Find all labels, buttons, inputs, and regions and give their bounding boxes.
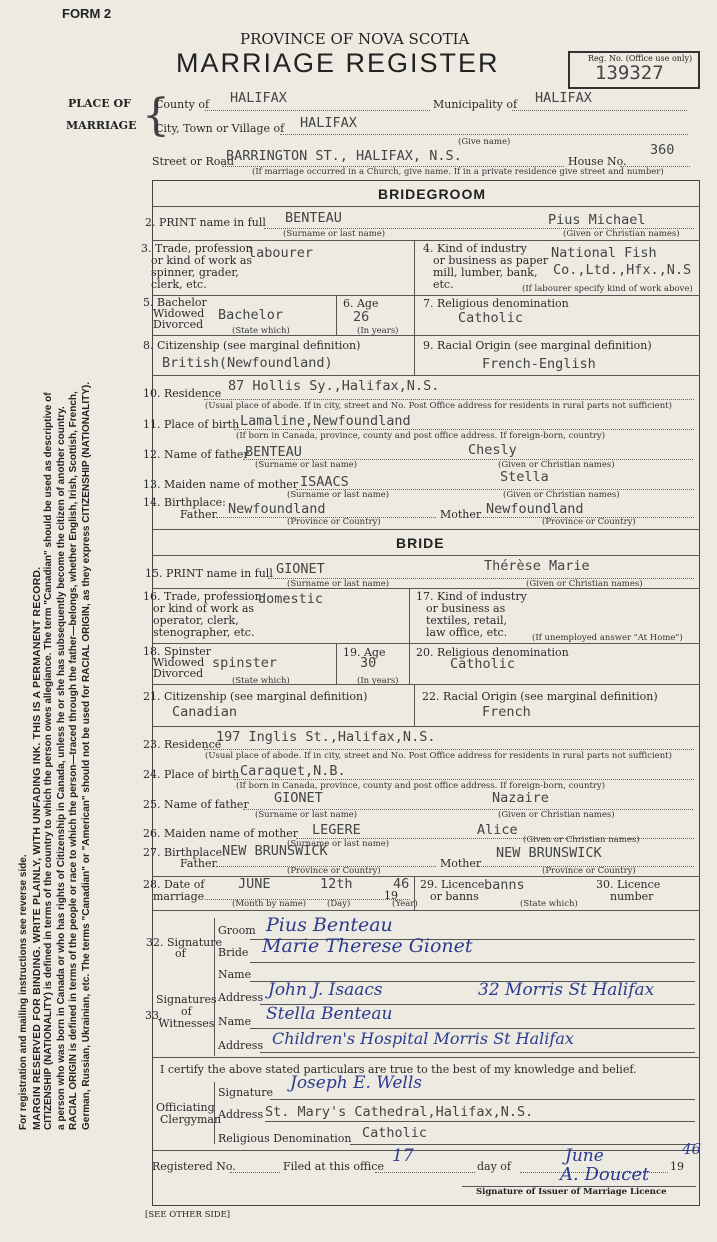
caption: (Province or Country) [287, 866, 381, 876]
status-label-block: 5. Bachelor Widowed Divorced [143, 296, 207, 331]
groom-industry-2: Co.,Ltd.,Hfx.,N.S [553, 262, 692, 278]
caption: (If born in Canada, province, county and post office address. If foreign-born, country) [236, 781, 606, 791]
caption: (In years) [357, 326, 399, 336]
caption: (State which) [520, 899, 578, 909]
groom-trade: labourer [248, 245, 314, 261]
bridegroom-heading: BRIDEGROOM [378, 186, 486, 202]
groom-citizenship: British(Newfoundland) [162, 355, 333, 371]
clergyman-address: St. Mary's Cathedral,Halifax,N.S. [265, 1104, 534, 1120]
industry-label-block: 4. Kind of industry or business as paper mill, lumber, bank, etc. [423, 242, 549, 291]
caption: (Surname or last name) [283, 229, 386, 239]
caption: (Surname or last name) [287, 579, 390, 589]
groom-status: Bachelor [218, 307, 284, 323]
field-label: 11. Place of birth [143, 418, 240, 431]
caption: (Surname or last name) [287, 839, 390, 849]
groom-mother-surname: ISAACS [300, 474, 349, 490]
margin-line: a person who was born in Canada or who has rights of Citizenship in Canada, unless he or she has subsequently become the citizen of another country. [55, 406, 67, 1130]
field-label: 19. Age [343, 646, 386, 659]
city-value: HALIFAX [300, 115, 357, 131]
margin-line: CITIZENSHIP (NATIONALITY) is defined in terms of the country to which the person owes allegiance. The term "Canadian" should be used as descriptive of [43, 392, 54, 1130]
field-label: Address [218, 1039, 264, 1052]
bride-status: spinster [212, 655, 278, 671]
reg-no-value: 139327 [595, 62, 664, 84]
year-prefix: 19 [384, 889, 398, 902]
witness-2-address: Children's Hospital Morris St Halifax [272, 1029, 574, 1048]
caption: (If labourer specify kind of work above) [522, 284, 693, 294]
bride-age: 30 [360, 655, 377, 671]
field-label: Father [180, 857, 217, 870]
caption: (State which) [232, 676, 290, 686]
field-label: Groom [218, 924, 256, 937]
see-other-side: [SEE OTHER SIDE] [145, 1210, 231, 1220]
margin-instructions [18, 40, 123, 1130]
groom-given: Pius Michael [548, 212, 646, 228]
caption: (Province or Country) [542, 517, 636, 527]
certify-text: I certify the above stated particulars are true to the best of my knowledge and belief. [160, 1063, 637, 1076]
field-label: 20. Religious denomination [416, 646, 569, 659]
bride-mother-surname: LEGERE [312, 822, 361, 838]
status-label-block: 18. Spinster Widowed Divorced [143, 645, 212, 680]
margin-line: For registration and mailing instructions see reverse side. [18, 854, 29, 1130]
house-value: 360 [650, 142, 675, 158]
clergyman-religion: Catholic [362, 1125, 428, 1141]
caption: (Given or Christian names) [498, 810, 615, 820]
field-label: 21. Citizenship (see marginal definition) [143, 690, 368, 703]
field-label: 23. Residence [143, 738, 222, 751]
groom-signature: Pius Benteau [266, 914, 393, 936]
street-value: BARRINGTON ST., HALIFAX, N.S. [226, 148, 462, 164]
marriage-banns: banns [484, 877, 525, 893]
field-label: 14. Birthplace: [143, 496, 226, 509]
caption: (Province or Country) [542, 866, 636, 876]
brace: { [142, 90, 170, 141]
field-label: 24. Place of birth [143, 768, 240, 781]
groom-surname: BENTEAU [285, 210, 342, 226]
groom-father-surname: BENTEAU [245, 444, 302, 460]
field-label: Religious Denomination [218, 1132, 352, 1145]
bride-birthplace: Caraquet,N.B. [240, 763, 346, 779]
groom-mother-given: Stella [500, 469, 549, 485]
field-label: Signature [218, 1086, 274, 1099]
bride-surname: GIONET [276, 561, 325, 577]
field-label: 12. Name of father [143, 448, 249, 461]
date-label-block: 28. Date of marriage [143, 878, 205, 903]
bride-father-surname: GIONET [274, 790, 323, 806]
field-label: 13. Maiden name of mother [143, 478, 299, 491]
caption: (Given or Christian names) [523, 835, 640, 845]
field-label: 6. Age [343, 297, 379, 310]
caption: (Given or Christian names) [498, 460, 615, 470]
field-label: 32. Signature [146, 936, 223, 949]
bride-mother-birthplace: NEW BRUNSWICK [496, 845, 602, 861]
groom-father-given: Chesly [468, 442, 517, 458]
groom-racial: French-English [482, 356, 596, 372]
witness-1-address: 32 Morris St Halifax [478, 980, 655, 1000]
field-label: Mother [440, 508, 482, 521]
caption: (Surname or last name) [255, 810, 358, 820]
groom-father-birthplace: Newfoundland [228, 501, 326, 517]
municipality-label: Municipality of [433, 98, 518, 111]
licence-label-block: 30. Licence number [596, 878, 661, 903]
caption: (Surname or last name) [287, 490, 390, 500]
place-of-label: PLACE OF [68, 97, 131, 110]
caption: (Surname or last name) [255, 460, 358, 470]
caption: (Province or Country) [287, 517, 381, 527]
field-label: 19 [670, 1160, 684, 1173]
groom-birthplace: Lamaline,Newfoundland [240, 413, 411, 429]
caption: (Usual place of abode. If in city, street and No. Post Office address for residents in rural parts not sufficient) [205, 401, 672, 411]
caption: (Given or Christian names) [526, 579, 643, 589]
bride-religion: Catholic [450, 656, 516, 672]
caption: (Day) [327, 899, 351, 909]
field-label: Address [218, 991, 264, 1004]
banns-label-block: 29. Licence or banns [420, 878, 485, 903]
street-note: (If marriage occurred in a Church, give name. If in a private residence give street and number) [252, 167, 664, 177]
clergyman-label-block: Officiating Clergyman [156, 1101, 222, 1126]
bride-mother-given: Alice [477, 822, 518, 838]
field-label: 10. Residence [143, 387, 222, 400]
house-label: House No. [568, 155, 627, 168]
field-label: Name [218, 1015, 252, 1028]
field-label: 22. Racial Origin (see marginal definition) [422, 690, 658, 703]
bride-residence: 197 Inglis St.,Halifax,N.S. [216, 729, 436, 745]
caption: (If born in Canada, province, county and post office address. If foreign-born, country) [236, 431, 606, 441]
groom-religion: Catholic [458, 310, 524, 326]
field-label: Name [218, 968, 252, 981]
industry-label-block: 17. Kind of industry or business as textiles, retail, law office, etc. [416, 590, 527, 639]
groom-residence: 87 Hollis Sy.,Halifax,N.S. [228, 378, 440, 394]
field-label: Filed at this office [283, 1160, 384, 1173]
field-label: 26. Maiden name of mother [143, 827, 299, 840]
field-label: Bride [218, 946, 249, 959]
field-label: Father [180, 508, 217, 521]
trade-label-block: 16. Trade, profession or kind of work as operator, clerk, stenographer, etc. [143, 590, 262, 639]
caption: (Given or Christian names) [503, 490, 620, 500]
field-label: 9. Racial Origin (see marginal definition) [423, 339, 652, 352]
caption: (In years) [357, 676, 399, 686]
bride-citizenship: Canadian [172, 704, 238, 720]
groom-mother-birthplace: Newfoundland [486, 501, 584, 517]
city-label: City, Town or Village of [155, 122, 285, 135]
marriage-month: JUNE [238, 876, 271, 892]
marriage-day: 12th [320, 876, 353, 892]
bride-father-birthplace: NEW BRUNSWICK [222, 843, 328, 859]
bride-signature: Marie Therese Gionet [262, 935, 473, 957]
field-label: Address [218, 1108, 264, 1121]
bride-trade: domestic [258, 591, 324, 607]
marriage-label: MARRIAGE [66, 119, 137, 132]
field-label: 7. Religious denomination [423, 297, 569, 310]
bride-father-given: Nazaire [492, 790, 549, 806]
caption: (State which) [232, 326, 290, 336]
trade-label-block: 3. Trade, profession or kind of work as spinner, grader, clerk, etc. [141, 242, 253, 291]
witness-label-block: Signatures of Witnesses [156, 993, 217, 1030]
caption: (Given or Christian names) [563, 229, 680, 239]
witness-2-signature: Stella Benteau [266, 1004, 393, 1024]
field-label: day of [477, 1160, 512, 1173]
filed-month: June [565, 1146, 604, 1166]
province-heading: PROVINCE OF NOVA SCOTIA [240, 30, 470, 48]
reg-no-label: Reg. No. (Office use only) [588, 54, 693, 63]
filed-year: 46 [682, 1140, 702, 1158]
field-label: 25. Name of father [143, 798, 249, 811]
field-label: 33. [145, 1009, 163, 1022]
caption: (If unemployed answer "At Home") [532, 633, 683, 643]
filed-day: 17 [392, 1146, 414, 1166]
bride-heading: BRIDE [396, 535, 445, 551]
bride-given: Thérèse Marie [484, 558, 590, 574]
page-title: MARRIAGE REGISTER [176, 48, 500, 78]
field-label: of [175, 947, 186, 960]
field-label: 27. Birthplace: [143, 846, 226, 859]
caption: (Usual place of abode. If in city, street and No. Post Office address for residents in rural parts not sufficient) [205, 751, 672, 761]
county-label: County of [155, 98, 210, 111]
field-label: 2. PRINT name in full [145, 216, 266, 229]
marriage-year: 46 [393, 876, 410, 892]
caption: (Month by name) [232, 899, 307, 909]
groom-industry-1: National Fish [551, 245, 657, 261]
field-label: 8. Citizenship (see marginal definition) [143, 339, 361, 352]
issuer-caption: Signature of Issuer of Marriage Licence [476, 1187, 667, 1197]
street-label: Street or Road [152, 155, 235, 168]
form-number: FORM 2 [62, 6, 112, 21]
groom-age: 26 [353, 309, 370, 325]
give-name-caption: (Give name) [458, 137, 511, 147]
field-label: 15. PRINT name in full [145, 567, 273, 580]
field-label: Registered No. [152, 1160, 236, 1173]
caption: (Year) [392, 899, 418, 909]
clergyman-signature: Joseph E. Wells [290, 1073, 423, 1093]
municipality-value: HALIFAX [535, 90, 592, 106]
margin-line: RACIAL ORIGIN is defined in terms of the people or race to which the person—traced through the father—belongs, whether English, Irish, Scottish, French, [68, 391, 79, 1130]
county-value: HALIFAX [230, 90, 287, 106]
margin-line: MARGIN RESERVED FOR BINDING. WRITE PLAINLY, WITH UNFADING INK. THIS IS A PERMANENT RECORD. [30, 566, 43, 1130]
margin-line: German, Russian, Ukrainian, etc. The terms "Canadian" or "American" should not be used for RACIAL ORIGIN, as they express CITIZENSHIP (NATIONALITY). [80, 381, 92, 1130]
bride-racial: French [482, 704, 531, 720]
issuer-signature: A. Doucet [560, 1164, 650, 1185]
field-label: Mother [440, 857, 482, 870]
witness-1-signature: John J. Isaacs [268, 980, 383, 1000]
